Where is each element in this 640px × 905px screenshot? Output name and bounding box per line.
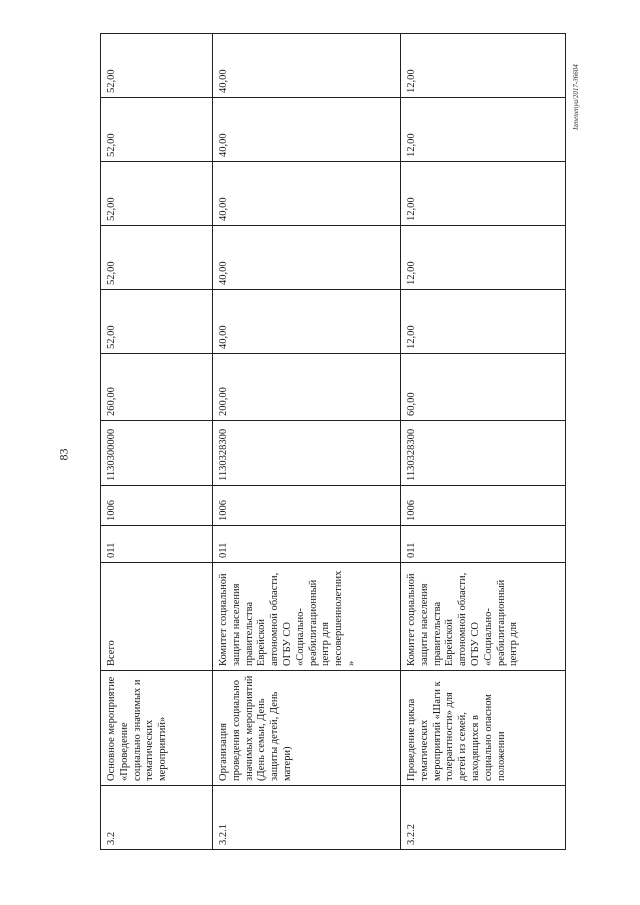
executor: Комитет социальной защиты населения правительства Еврейской автономной области, ОГБУ СО «Социально-реабилитационный центр для <box>401 563 566 671</box>
grbs-code: 011 <box>101 526 213 563</box>
year-value: 40,00 <box>213 226 401 290</box>
row-number: 3.2 <box>101 786 213 850</box>
rzpr-code: 1006 <box>401 486 566 526</box>
year-value: 40,00 <box>213 162 401 226</box>
year-value: 12,00 <box>401 290 566 354</box>
rotated-page-area <box>100 50 565 850</box>
year-value: 12,00 <box>401 226 566 290</box>
row-number: 3.2.1 <box>213 786 401 850</box>
executor: Комитет социальной защиты населения правительства Еврейской автономной области, ОГБУ СО «Социально-реабилитационный центр для несовершеннолетних» <box>213 563 401 671</box>
rzpr-code: 1006 <box>101 486 213 526</box>
grbs-code: 011 <box>401 526 566 563</box>
page-number: 83 <box>56 448 71 461</box>
csr-code: 1130328300 <box>213 421 401 486</box>
rzpr-code: 1006 <box>213 486 401 526</box>
year-value: 52,00 <box>101 98 213 162</box>
csr-code: 1130328300 <box>401 421 566 486</box>
year-value: 12,00 <box>401 98 566 162</box>
total-value: 260,00 <box>101 354 213 421</box>
executor: Всего <box>101 563 213 671</box>
document-stamp: Izmenenya/2017-36604 <box>572 64 580 130</box>
year-value: 12,00 <box>401 162 566 226</box>
year-value: 52,00 <box>101 290 213 354</box>
measure-name: Основное мероприятие «Проведение социально значимых и тематических мероприятий» <box>101 671 213 786</box>
year-value: 52,00 <box>101 162 213 226</box>
year-value: 40,00 <box>213 98 401 162</box>
year-value: 12,00 <box>401 34 566 98</box>
year-value: 40,00 <box>213 34 401 98</box>
year-value: 40,00 <box>213 290 401 354</box>
grbs-code: 011 <box>213 526 401 563</box>
csr-code: 1130300000 <box>101 421 213 486</box>
measure-name: Проведение цикла тематических мероприятий «Шаги к толерантности» для детей из семей, находящихся в социально опасном положении <box>401 671 566 786</box>
total-value: 200,00 <box>213 354 401 421</box>
year-value: 52,00 <box>101 34 213 98</box>
measure-name: Организация проведения социально значимых мероприятий (День семьи, День защиты детей, День матери) <box>213 671 401 786</box>
table-row <box>101 34 213 850</box>
year-value: 52,00 <box>101 226 213 290</box>
total-value: 60,00 <box>401 354 566 421</box>
table-row <box>401 34 566 850</box>
table-row <box>213 34 401 850</box>
row-number: 3.2.2 <box>401 786 566 850</box>
program-table <box>100 33 566 850</box>
